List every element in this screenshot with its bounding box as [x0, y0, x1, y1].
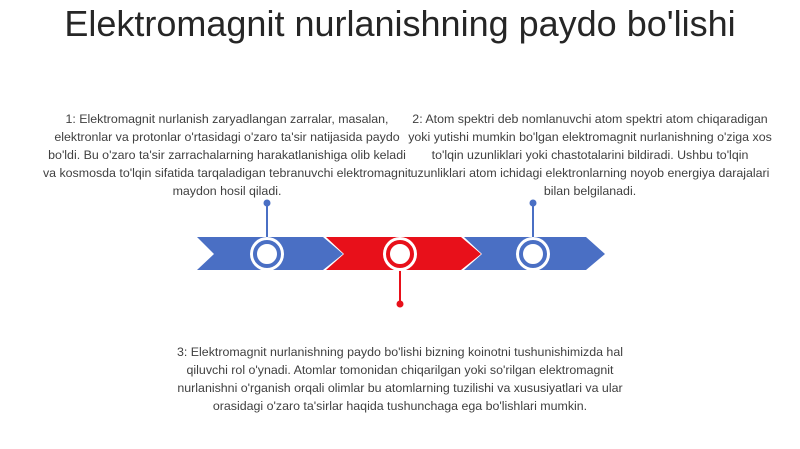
- timeline-item-2-text: 2: Atom spektri deb nomlanuvchi atom spektri atom chiqaradigan yoki yutishi mumkin bo'lgan elektromagnit nurlanishning o'ziga xos to'lqin uzunliklari yoki chastotalarini bildiradi. Ushbu to'lqin uzunliklari atom ichidagi elektronlarning noyob energiya darajalari bilan belgilanadi.: [408, 112, 772, 198]
- connector-dot-3: [397, 301, 404, 308]
- connector-dot-1: [264, 200, 271, 207]
- milestone-ring-1: [255, 242, 279, 266]
- milestone-ring-3: [521, 242, 545, 266]
- timeline-item-3-text: 3: Elektromagnit nurlanishning paydo bo'lishi bizning koinotni tushunishimizda hal qiluvchi rol o'ynadi. Atomlar tomonidan chiqarilgan yoki so'rilgan elektromagnit nurlanishni o'rganish orqali olimlar bu atomlarning tuzilishi va xususiyatlari va ular orasidagi o'zaro ta'sirlar haqida tushunchaga ega bo'lishlari mumkin.: [177, 345, 623, 413]
- connector-dot-2: [530, 200, 537, 207]
- page-title: Elektromagnit nurlanishning paydo bo'lishi: [64, 3, 736, 44]
- timeline-item-1-text: 1: Elektromagnit nurlanish zaryadlangan zarralar, masalan, elektronlar va protonlar o'rtasidagi o'zaro ta'sir natijasida paydo bo'ldi. Bu o'zaro ta'sir zarrachalarning harakatlanishiga olib keladi va kosmosda to'lqin sifatida tarqaladigan tebranuvchi elektromagnit maydon hosil qiladi.: [42, 112, 412, 198]
- milestone-ring-2: [388, 242, 412, 266]
